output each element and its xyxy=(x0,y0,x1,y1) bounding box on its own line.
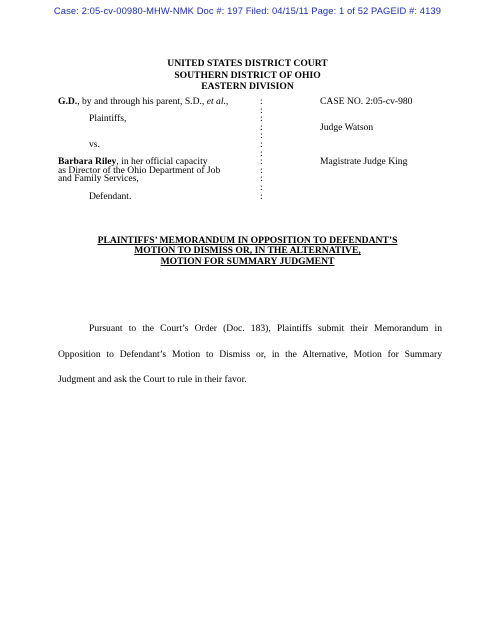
caption-row xyxy=(58,192,458,201)
defendant-description-line3: and Family Services, xyxy=(58,173,139,185)
document-title xyxy=(0,236,495,267)
caption-colon: : xyxy=(260,130,263,142)
caption-colon: : xyxy=(260,156,263,168)
caption-colon: : xyxy=(260,173,263,185)
caption-colon: : xyxy=(260,113,263,125)
caption-row xyxy=(58,131,458,140)
body-line: Pursuant to the Court’s Order (Doc. 183), Plaintiffs submit their Memorandum in xyxy=(89,323,442,334)
defendant-description-line2: as Director of the Ohio Department of Job xyxy=(58,164,221,176)
court-district: SOUTHERN DISTRICT OF OHIO xyxy=(174,69,321,81)
plaintiffs-label: Plaintiffs, xyxy=(89,113,127,125)
court-heading xyxy=(0,58,495,93)
caption-row xyxy=(58,114,458,123)
court-division: EASTERN DIVISION xyxy=(201,81,294,93)
title-line: MOTION FOR SUMMARY JUDGMENT xyxy=(160,255,335,267)
caption-colon: : xyxy=(260,164,263,176)
plaintiff-name: G.D. xyxy=(58,96,78,107)
caption-row xyxy=(58,174,458,183)
case-number: CASE NO. 2:05-cv-980 xyxy=(320,96,413,107)
plaintiff-description: , by and through his parent, S.D., xyxy=(77,96,207,107)
caption-row xyxy=(58,140,458,149)
body-line: Judgment and ask the Court to rule in their favor. xyxy=(58,374,247,386)
et-al-suffix: ., xyxy=(223,96,229,107)
title-line: PLAINTIFFS’ MEMORANDUM IN OPPOSITION TO DEFENDANT’S xyxy=(97,235,398,246)
defendant-description: , in her official capacity xyxy=(116,156,208,168)
body-line: Opposition to Defendant’s Motion to Dismiss or, in the Alternative, Motion for Summary xyxy=(58,348,442,360)
caption-colon: : xyxy=(260,104,263,116)
case-caption xyxy=(58,97,458,200)
caption-colon: : xyxy=(260,138,263,150)
caption-colon: : xyxy=(260,190,263,202)
title-line: MOTION TO DISMISS OR, IN THE ALTERNATIVE, xyxy=(134,245,361,257)
caption-row xyxy=(58,123,458,132)
caption-colon: : xyxy=(260,96,263,107)
versus-label: vs. xyxy=(89,138,100,150)
et-al: et al xyxy=(206,96,224,107)
caption-row xyxy=(58,97,458,106)
defendant-label: Defendant. xyxy=(89,190,132,202)
case-header-stamp: Case: 2:05-cv-00980-MHW-NMK Doc #: 197 Filed: 04/15/11 Page: 1 of 52 PAGEID #: 4139 xyxy=(53,5,442,16)
caption-colon: : xyxy=(260,121,263,133)
caption-colon: : xyxy=(260,147,263,159)
court-name: UNITED STATES DISTRICT COURT xyxy=(167,58,328,69)
defendant-name: Barbara Riley xyxy=(58,156,117,168)
body-paragraph xyxy=(58,316,442,393)
caption-colon: : xyxy=(260,181,263,193)
judge-name: Judge Watson xyxy=(320,121,374,133)
magistrate-judge: Magistrate Judge King xyxy=(320,156,408,168)
